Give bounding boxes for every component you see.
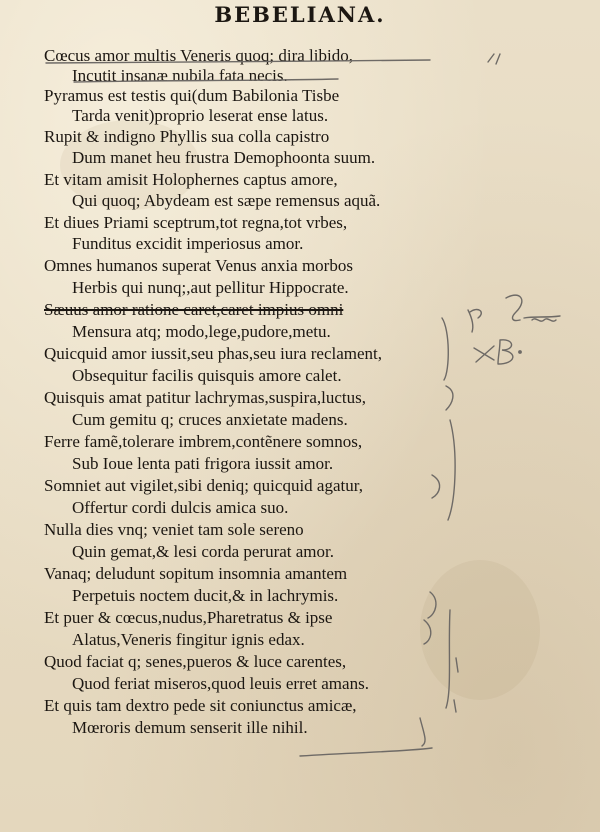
running-header: BEBELIANA. bbox=[214, 2, 386, 27]
verse-line: Qui quoq; Abydeam est sæpe remensus aquã. bbox=[72, 191, 381, 210]
verse-line: Omnes humanos superat Venus anxia morbos bbox=[44, 256, 353, 275]
verse-line: Herbis qui nunq;,aut pellitur Hippocrate. bbox=[72, 278, 349, 297]
verse-line: Dum manet heu frustra Demophoonta suum. bbox=[72, 148, 376, 167]
verse-line: Funditus excidit imperiosus amor. bbox=[72, 234, 304, 253]
verse-line: Et puer & cœcus,nudus,Pharetratus & ipse bbox=[44, 608, 333, 627]
verse-line: Incutit insanæ nubila fata necis. bbox=[72, 66, 288, 85]
verse-line: Alatus,Veneris fingitur ignis edax. bbox=[72, 630, 305, 649]
verse-line: Et diues Priami sceptrum,tot regna,tot vrbes, bbox=[44, 213, 348, 232]
verse-line: Nulla dies vnq; veniet tam sole sereno bbox=[44, 520, 304, 539]
verse-line: Cum gemitu q; cruces anxietate madens. bbox=[72, 410, 348, 429]
verse-line: Quicquid amor iussit,seu phas,seu iura reclament, bbox=[44, 344, 383, 363]
verse-line: Tarda venit)proprio leserat ense latus. bbox=[72, 106, 329, 125]
verse-line: Obsequitur facilis quisquis amore calet. bbox=[72, 366, 342, 385]
verse-line: Offertur cordi dulcis amica suo. bbox=[72, 498, 289, 517]
verse-line: Mœroris demum senserit ille nihil. bbox=[72, 718, 308, 737]
verse-line: Quisquis amat patitur lachrymas,suspira,luctus, bbox=[44, 388, 366, 407]
verse-line: Vanaq; deludunt sopitum insomnia amantem bbox=[44, 564, 348, 583]
verse-line: Quod faciat q; senes,pueros & luce carentes, bbox=[44, 652, 347, 671]
verse-line: Et vitam amisit Holophernes captus amore, bbox=[44, 170, 338, 189]
verse-line-struck: Sæuus amor ratione caret,caret impius omni bbox=[44, 300, 344, 319]
verse-line: Quin gemat,& lesi corda perurat amor. bbox=[72, 542, 334, 561]
verse-line: Somniet aut vigilet,sibi deniq; quicquid agatur, bbox=[44, 476, 363, 495]
verse-line: Perpetuis noctem ducit,& in lachrymis. bbox=[72, 586, 339, 605]
verse-line: Pyramus est testis qui(dum Babilonia Tisbe bbox=[44, 86, 340, 105]
verse-line: Cœcus amor multis Veneris quoq; dira libido, bbox=[44, 46, 353, 65]
verse-line: Sub Ioue lenta pati frigora iussit amor. bbox=[72, 454, 334, 473]
verse-line: Et quis tam dextro pede sit coniunctus amicæ, bbox=[44, 696, 357, 715]
verse-line: Quod feriat miseros,quod leuis erret amans. bbox=[72, 674, 369, 693]
verse-line: Mensura atq; modo,lege,pudore,metu. bbox=[72, 322, 331, 341]
verse-line: Rupit & indigno Phyllis sua colla capistro bbox=[44, 127, 330, 146]
verse-line: Ferre famẽ,tolerare imbrem,contẽnere somnos, bbox=[44, 432, 363, 451]
